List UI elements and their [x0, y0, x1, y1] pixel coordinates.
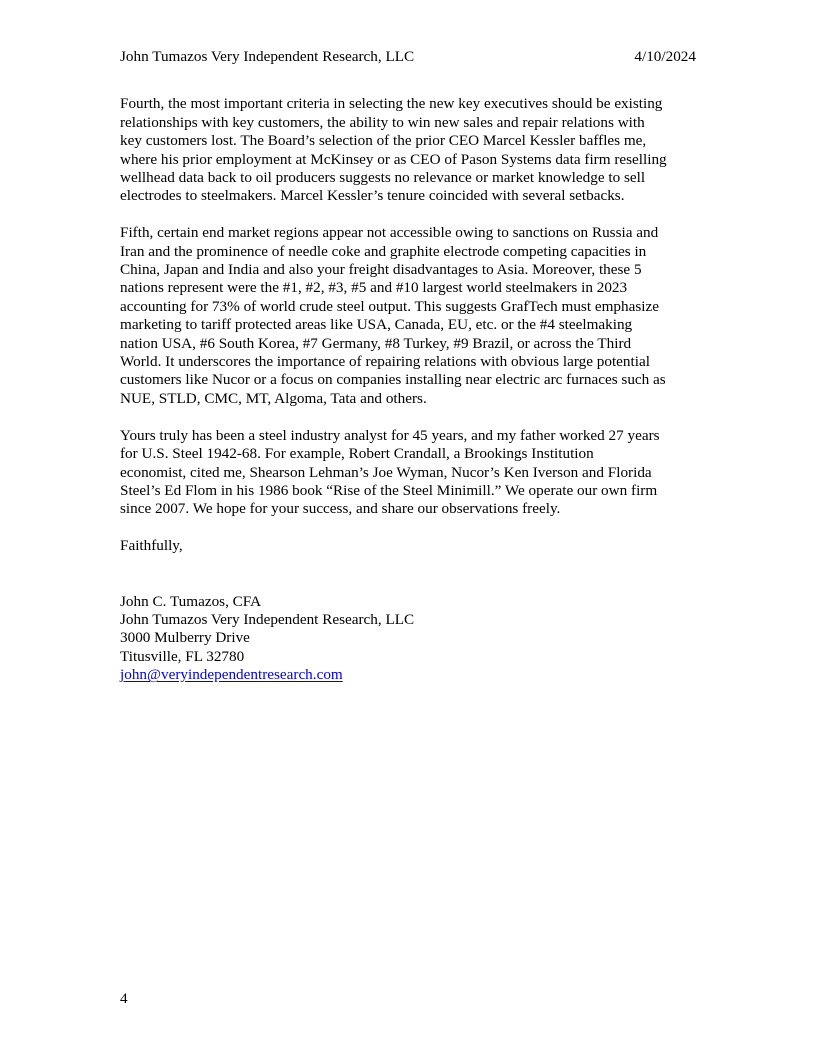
signature-email-link[interactable]: john@veryindependentresearch.com	[120, 666, 343, 684]
signature-name: John C. Tumazos, CFA	[120, 592, 262, 610]
document-page	[120, 48, 696, 685]
header-firm-name: John Tumazos Very Independent Research, LLC	[120, 48, 415, 65]
page-number: 4	[120, 990, 128, 1007]
paragraph-fourth: Fourth, the most important criteria in selecting the new key executives should be existing relationships with key customers, the ability to win new sales and repair relations with key customers lost. The Board’s selection of the prior CEO Marcel Kessler baffles me, where his prior employment at McKinsey or as CEO of Pason Systems data firm reselling wellhead data back to oil producers suggests no relevance or market knowledge to sell electrodes to steelmakers. Marcel Kessler’s tenure coincided with several setbacks.	[120, 95, 667, 205]
paragraph-analyst-background: Yours truly has been a steel industry analyst for 45 years, and my father worked 27 years for U.S. Steel 1942-68. For example, Robert Crandall, a Brookings Institution economist, cited me, Shearson Lehman’s Joe Wyman, Nucor’s Ken Iverson and Florida Steel’s Ed Flom in his 1986 book “Rise of the Steel Minimill.” We operate our own firm since 2007. We hope for your success, and share our observations freely.	[120, 426, 660, 518]
closing-salutation: Faithfully,	[120, 537, 183, 555]
signature-address: 3000 Mulberry Drive	[120, 629, 250, 647]
page-header	[120, 48, 696, 66]
header-date: 4/10/2024	[634, 48, 696, 65]
signature-firm: John Tumazos Very Independent Research, LLC	[120, 610, 415, 628]
paragraph-fifth: Fifth, certain end market regions appear not accessible owing to sanctions on Russia and Iran and the prominence of needle coke and graphite electrode competing capacities in China, Japan and India and also your freight disadvantages to Asia. Moreover, these 5 nations represent were the #1, #2, #3, #5 and #10 largest world steelmakers in 2023 accounting for 73% of world crude steel output. This suggests GrafTech must emphasize marketing to tariff protected areas like USA, Canada, EU, etc. or the #4 steelmaking nation USA, #6 South Korea, #7 Germany, #8 Turkey, #9 Brazil, or across the Third World. It underscores the importance of repairing relations with obvious large potential customers like Nucor or a focus on companies installing near electric arc furnaces such as NUE, STLD, CMC, MT, Algoma, Tata and others.	[120, 224, 666, 407]
signature-block	[120, 593, 696, 685]
signature-city: Titusville, FL 32780	[120, 647, 245, 665]
